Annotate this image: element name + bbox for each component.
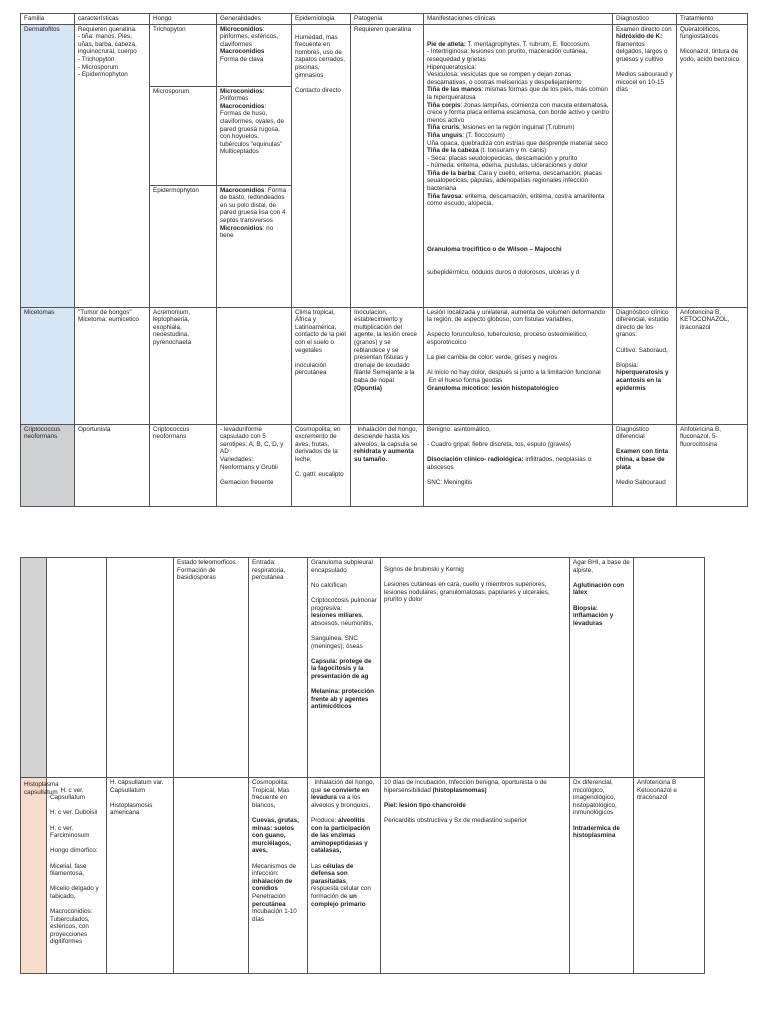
epidermophyton-generalidades [217,185,292,307]
cripto-pat-block [311,597,377,612]
manif-item-bold: Tiña de la barba [427,169,475,177]
criptococcus-manifestaciones [424,424,613,506]
histo-epid-text3: Penetración [252,892,286,900]
criptococcus-tratamiento: Anfotericina B, fluconazol, 5- fluorocitosina [677,424,748,506]
micetomas-patogenia [351,307,424,424]
granuloma-text: subepidérmico, nódulos duros o dolorosos, ulceras y d [427,268,580,276]
trichopyton-gen-label2: Macroconidios [220,48,265,56]
dermatofitos-manif-item [427,48,609,63]
histoplasma-generalidades [174,778,249,974]
micetomas-generalidades [217,307,292,424]
histo-manif-bold1: (histoplasmomas) [432,786,487,794]
microsporum-gen-label1: Microconidios: [220,87,265,95]
cripto-pat-block [311,627,377,635]
derm-diag-bold: hidróxido de K: [616,33,663,41]
trichopyton-gen-label1: Microconidios [220,25,263,33]
cripto-pat-block [311,559,377,574]
trichopyton-gen-text2: Forma de clava [220,55,264,63]
histoplasma-epidemiologia [249,778,308,974]
micetomas-epidemiologia: Clima tropical, África y Latinoamérica, contacto de la piel con el suelo o vegetales inoculación percutánea [292,307,351,424]
micetomas-hongo: Acremonium, leptophaeria, exophiala, neoestudina, pyrenochaeta [150,307,217,424]
criptococcus-cont-row [21,558,705,778]
dermatofitos-manif-item [427,124,609,132]
manif-item-text: : (T. floccosum) [462,131,505,139]
header-row [21,14,748,25]
derm-diag-text1: Examen directo con [616,25,674,33]
header-caracteristicas: características [75,14,150,25]
dermatofitos-row-trichopyton [21,24,748,86]
cripto-pat-block [311,688,377,711]
cripto-diag-bold: Examen con tinta china, a base de plata [616,448,670,471]
micetomas-diag-bold: hiperqueratosis y acantosis en la epidermis [616,369,671,392]
histoplasma-caracteristicas-cell [47,778,107,974]
manif-item-text: - húmeda: eritema, edema, pústulas, ulceraciones y dolor [427,162,588,170]
cripto-pat-block [311,582,377,590]
cripto-diag-text: Diagnostico diferencial [616,425,649,441]
micetomas-manifestaciones [424,307,613,424]
micetomas-diag-text: Diagnóstico clínico diferencial, estudio directo de los granos: Cultivo: Saboraud, Biopsia: [616,308,669,369]
cripto-pat-bold: rehidrata y aumenta su tamaño. [354,448,416,463]
header-hongo: Hongo [150,14,217,25]
cripto-pat-block-bold: lesiones miliares [311,612,362,620]
histo-pat-bold1: se convierte en levadura [311,786,371,802]
dermatofitos-manif-item [427,132,609,140]
header-familia: Familia [21,14,75,25]
cripto-pat-block-bold: Capsula: protege de la fagocitosis y la presentación de ag [311,657,374,680]
criptococcus-cont-epidemiologia: Entrada: respiratoria, percutánea [249,558,308,778]
criptococcus-cont-manifestaciones: Signos de brubinski y Kernig Lesiones cutáneas en cara, cuello y miembros superiores, lesiones nodulares, granulomatosas, papulares y ulcerales, prurito y dolor [381,558,570,778]
histoplasma-hongo: H. capsullatum var. Capsullatum Histoplasmosis americana [107,778,174,974]
cripto-cont-diag-bold1: Aglutinación con látex [573,581,626,597]
dermatofitos-familia: Dermatofitos [21,24,75,307]
microsporum-gen-label2: Macroconidios [220,102,265,110]
cripto-pat-block [311,574,377,582]
histo-diag-bold: Intradermica de histoplasmina [573,824,622,840]
histo-pat-text4: , respuesta celular con formación de [311,877,373,900]
manif-item-text: (t. tonsuram y m. canis) [478,147,547,155]
criptococcus-cont-patogenia-list [311,559,377,711]
granuloma-title: Granuloma trocifitico o de Wilson – Majocchi [427,245,562,253]
epidermophyton-gen-text1: : Forma de basto, redondeados en su polo distal, de pared gruesa lisa con 4 septos transversos [220,186,288,224]
manif-item-bold: Tiña de la cabeza [427,147,479,155]
epidermophyton-hongo: Epidermophyton [150,185,217,307]
cripto-pat-block-text: Granuloma subpleural encapsulado [311,559,375,574]
micetomas-caracteristicas: "Tumor de hongos" Micetoma: eumicetico [75,307,150,424]
histo-epid-bold1: Cuevas, grutas, minas: suelos con guano, murciélagos, aves, [252,816,301,855]
histo-pat-bold2: alveolitis con la participación de las enzimas aminopeptidasas y catalasas, [311,816,372,855]
histo-diag-text: Dx diferencial, micológico, imagenológico, histopatológico, inmunológicos [573,779,617,817]
header-diagnostico: Diagnostico [613,14,677,25]
criptococcus-familia: Criptococcus neoformans [21,424,75,506]
criptococcus-row [21,424,748,506]
fungi-table-page-2 [20,557,705,974]
manif-item-bold: Tiña corpis [427,101,461,109]
dermatofitos-patogenia: Requieren queratina [351,24,424,307]
histo-pat-bold4: un complejo primario [311,892,366,908]
histo-epid-text1: Cosmopolita: Tropical, Mas frecuente en blancos, [252,779,290,809]
manif-item-text: Vesiculosa: vesículas que se rompen y dejan zonas descamativas, o costras melisericas y despellejamiento [427,71,582,86]
cripto-pat-block [311,589,377,597]
header-patogenia: Patogenia [351,14,424,25]
histoplasma-familia-band [21,778,47,974]
histo-pat-bold3: células de defensa son parasitadas [311,862,356,885]
histoplasma-row [21,778,705,974]
cripto-pat-block [311,681,377,689]
histo-epid-text4: Incubación 1-10 días [252,908,297,923]
manif-item-text: : Cara y cuello, eritema, descamación, placas seualopecicas, pápulas, adenopatías regionales infección bacteriana [427,169,604,193]
dermatofitos-manif-item [427,193,609,208]
micetomas-patogenia-text: Inoculacion, establecimiento y multiplicación del agente, la lesión crece (granos) y se reblandece y se presentan fistulas y drenaje de exudado filante Semejante a la baba de nopal [354,308,419,384]
criptococcus-cont-tratamiento [634,558,705,778]
header-epidemiologia: Epidemiologia [292,14,351,25]
manif-item-bold: Tiña unguis [427,131,463,139]
cripto-pat-block-text: Criptococosis pulmonar progresiva: [311,596,379,612]
dermatofitos-manif-item [427,147,609,155]
histo-epid-bold2: inhalación de conidios [252,877,294,893]
micetomas-diagnostico [613,307,677,424]
dermatofitos-diagnostico [613,24,677,307]
criptococcus-caracteristicas: Oportunista [75,424,150,506]
cripto-pat-block-text: Sanguinea, SNC (meninges), óseas [311,634,363,650]
cripto-manif-text2: infiltrados, neoplasias o abscesos SNC: Meningitis [427,455,592,486]
manif-item-text: - Seca: placas seudolopecicas, descamación y prurito [427,154,578,162]
micetomas-tratamiento: Anfotericina B, KETOCONAZOL, itraconazol [677,307,748,424]
epidermophyton-gen-text2: : no tiene [220,224,275,240]
dermatofitos-manif-item [427,102,609,125]
histoplasma-diagnostico [570,778,634,974]
cripto-pat-block [311,650,377,658]
histoplasma-tratamiento: Anfotericina B Ketoconazol e itraconazol [634,778,705,974]
dermatofitos-manif-item [427,170,609,193]
cripto-pat-text: Inhalación del hongo, desciende hasta los alveolos, la capsula se [354,425,420,448]
dermatofitos-manif-item [427,86,609,101]
dermatofitos-epidemiologia: Humedad, mas frecuente en hombres, uso de zapatos cerrados, piscinas, gimnasios Contacto directo [292,24,351,307]
histo-pat-text1: Inhalación del hongo, que [311,779,377,794]
trichopyton-gen-text1: : piriformes, esféricos, claviformes [220,25,280,48]
fungi-table-page-1 [20,13,748,507]
header-generalidades: Generalidades [217,14,292,25]
histoplasma-caracteristicas: H. c ver. Capsullatum H. c ver. Duboisii H. c ver. Farciminosum Hongo dimorfico: Micelial, fase filamentosa, Micelio delgado y tabicado, Macroconidios: Tuberculados, esféricos, con proyecciones digitiformes [50,786,99,946]
dermatofitos-manifestaciones [424,24,613,307]
cripto-pat-block [311,612,377,627]
manif-item-bold: Tiña de las manos [427,86,482,94]
manif-item-text: : mismas formas que de los pies, más común la hiperqueratosa [427,86,610,101]
cripto-diag-text2: Medio Sabouraud [616,478,666,486]
criptococcus-epidemiologia: Cosmopolita, en excremento de aves, frutas, derivados de la leche, C. gatti: eucalipto [292,424,351,506]
criptococcus-cont-caracteristicas [47,558,107,778]
manif-item-text: Hiperqueratosica: [427,63,477,71]
trichopyton-hongo: Trichopyton [150,24,217,86]
dermatofitos-manif-item [427,71,609,86]
epidermophyton-gen-label1: Macroconidios [220,186,265,194]
dermatofitos-manif-item [427,64,609,72]
manif-item-bold: Tiña cruris [427,124,460,132]
micetomas-familia: Micetomas [21,307,75,424]
dermatofitos-tratamiento: Queratolíticos, fungiostaticos Miconazol, tintura de yodo, acido benzoico [677,24,748,307]
manif-item-text: - Intertriginosa: lesiones con prurito, maceración cutánea, resequedad y grietas [427,48,590,63]
microsporum-hongo: Microsporum [150,86,217,185]
criptococcus-cont-diagnostico [570,558,634,778]
microsporum-gen-text1: Piriformes [220,95,249,103]
cripto-cont-diag-text: Agar BHI, a base de alpiste, [573,559,630,574]
cripto-manif-text: Benigno: asintomático, - Cuadro gripal: fiebre discreta, tos, esputo (graves) [427,425,571,448]
criptococcus-cont-hongo [107,558,174,778]
criptococcus-cont-familia [21,558,47,778]
histo-epid-text2: Mecanismos de infección: [252,862,297,878]
microsporum-generalidades [217,86,292,185]
microsporum-gen-text2: : Formas de huso, claviformes, ovales, de pared gruesa rugosa, con hoyuelos, tubérculos "equinulas" Multiceptados [220,102,286,156]
manif-item-text: : lesiones en la región inguinal (T.rubrum) [459,124,575,132]
manif-item-text: Uña opaca, quebradiza con estrías que desprende material seco [427,139,608,147]
cripto-manif-bold: Disociación clínico- radiológica: [427,455,524,463]
criptococcus-diagnostico [613,424,677,506]
cripto-pat-block-bold: Melanina: protección frente ab y agentes antimicóticos [311,688,376,711]
manif-item-text: : eritema, descamación, eritema, costra amarillenta como escudo, alopecia, [427,192,607,208]
cripto-cont-diag-bold2: Biopsia: [573,604,598,612]
epidermophyton-gen-label2: Microconidios [220,224,263,232]
histoplasma-manifestaciones [381,778,570,974]
manif-item-bold: Tiña favosa [427,192,462,200]
criptococcus-hongo: Criptococcus neoformans [150,424,217,506]
header-tratamiento: Tratamiento [677,14,748,25]
histoplasma-patogenia [308,778,381,974]
cripto-cont-diag-bold3: inflamación y levaduras [573,612,615,627]
manif-item-text: : zonas lampiñas, comienza con macula eritematosa, crece y forma placa eritema escamosa, con borde activo y centro menos activo [427,101,611,124]
dermatofitos-manif-list [427,41,609,208]
cripto-pat-block [311,635,377,650]
manif-item-bold: Pie de atleta: [427,40,466,48]
criptococcus-cont-patogenia [308,558,381,778]
criptococcus-patogenia [351,424,424,506]
cripto-pat-block-text: , abscesos, neumonitis, [311,612,374,627]
derm-diag-text2: filamentos delgados, largos o gruesos y cultivo Medios sabouraud y micocel en 10-15 días [616,40,673,94]
histoplasma-familia: Histoplasma capsullatum [24,781,61,796]
trichopyton-generalidades [217,24,292,86]
criptococcus-generalidades: - levaduriforme capsulado con 5 serotipes: A, B, C, D, y AD Variedades: Neoformans y Grubii Gemacion freuente [217,424,292,506]
micetomas-patogenia-bold: (Opuntia) [354,384,382,392]
histo-pat-text3: Las [311,862,322,870]
dermatofitos-manif-item [427,140,609,148]
micetomas-row [21,307,748,424]
dermatofitos-manif-item [427,41,609,49]
cripto-pat-block [311,658,377,681]
micetomas-manif-text: Lesión localizada y unilateral, aumenta de volumen deformando la región, de aspecto globoso, con fistulas variables, Aspecto forunculoso, tuberculoso, proceso osteomielitico, esporotricoico La piel cambia de color: verde, grises y negros Al inicio no hay dolor, después si junto a la limitación funcional En el hueso forma geodas [427,308,606,384]
cripto-pat-block-text: No calcifican [311,581,347,589]
header-manifestaciones: Manifestaciones clínicas [424,14,613,25]
dermatofitos-caracteristicas: Requieren queratina. - tiña: manos. Pies, uñas, barba, cabeza, inguinocrural, cuerpo - Trichopyton - Microsporum - Epidermophyton [75,24,150,307]
histo-manif-bold2: Piel: lesión tipo chancroide [384,801,466,809]
manif-item-text: T. mentagrophytes, T. rubrum, E. floccosum. [465,40,591,48]
dermatofitos-manif-item [427,155,609,163]
histo-pat-text2: va a los alveolos y bronquios, Produce: [311,794,371,824]
dermatofitos-manif-item [427,162,609,170]
histo-epid-bold3: percutánea [252,900,286,908]
histo-manif-text1: 10 días de incubación, Infección benigna, oportunista o de hipersensibilidad [384,779,549,794]
micetomas-manif-bold: Granuloma micotico: lesión histopatológico [427,384,559,392]
criptococcus-cont-generalidades: Estado teleomorficos Formación de basidiosporas [174,558,249,778]
histo-manif-text3: Pericarditis obstructiva y Sx de mediastino superior [384,816,527,824]
